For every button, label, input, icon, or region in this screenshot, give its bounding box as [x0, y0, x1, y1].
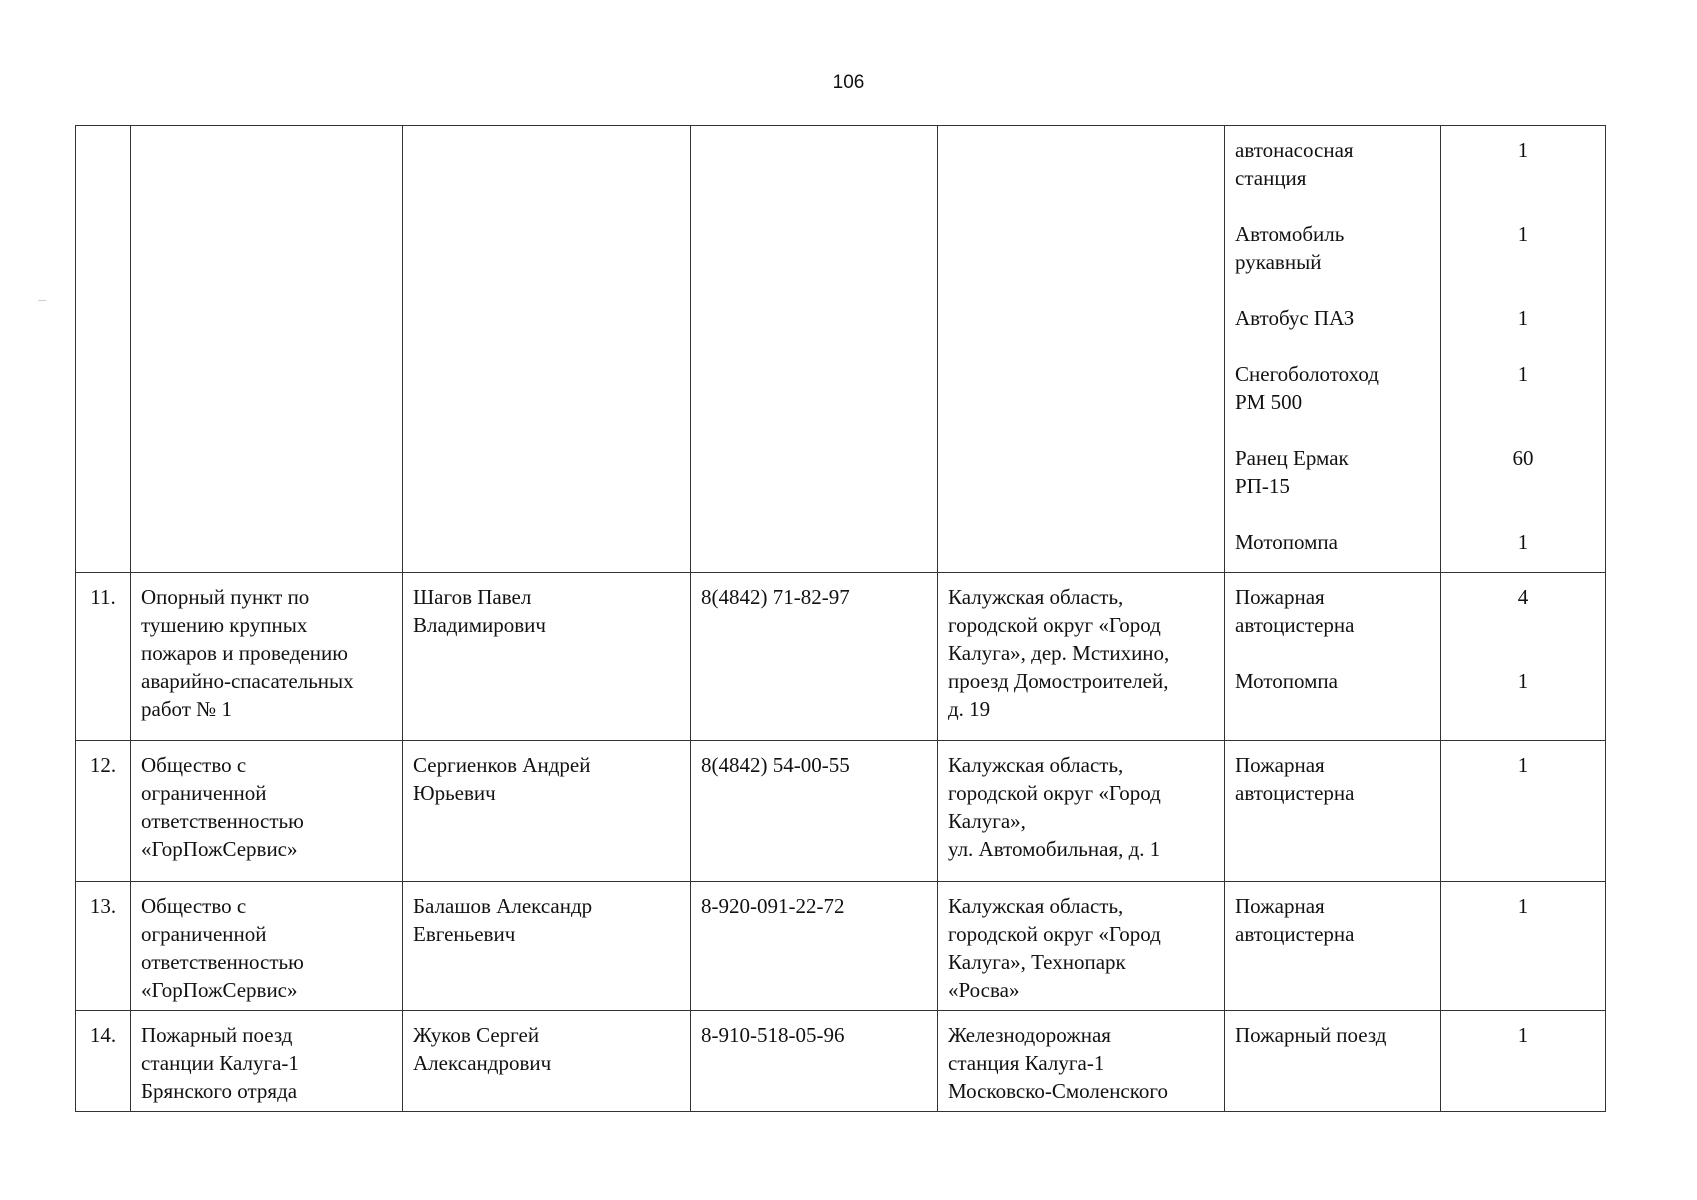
responsible-person-cell — [403, 126, 691, 573]
address-line: Калужская область, — [948, 753, 1124, 777]
row-number-cell — [76, 573, 131, 741]
equipment-quantity: 1 — [1517, 894, 1529, 918]
equipment-quantity: 1 — [1517, 530, 1529, 554]
organization-cell — [131, 741, 403, 882]
organization-name-line: ответственностью — [141, 809, 304, 833]
responsible-person-line: Жуков Сергей — [413, 1023, 540, 1047]
row-number-cell — [76, 126, 131, 573]
table-row — [76, 741, 1606, 882]
address-line: Калуга», — [948, 809, 1026, 833]
address-cell — [938, 573, 1225, 741]
phone-cell — [691, 1011, 938, 1112]
equipment-quantity: 1 — [1517, 362, 1529, 386]
quantity-cell — [1441, 1011, 1606, 1112]
address-cell — [938, 882, 1225, 1011]
table-row — [76, 1011, 1606, 1112]
responsible-person-line: Александрович — [413, 1051, 552, 1075]
organization-name-line: Брянского отряда — [141, 1079, 298, 1103]
equipment-name-line: станция — [1235, 166, 1307, 190]
address-cell — [938, 741, 1225, 882]
responsible-person-line: Шагов Павел — [413, 585, 532, 609]
equipment-item — [1235, 751, 1430, 807]
equipment-name-line: Снегоболотоход — [1235, 362, 1379, 386]
organization-name-line: ограниченной — [141, 922, 267, 946]
organization-name-line: «ГорПожСервис» — [141, 837, 298, 861]
equipment-name-line: Автобус ПАЗ — [1235, 306, 1355, 330]
phone-number: 8-920-091-22-72 — [701, 894, 845, 918]
organization-name-line: пожаров и проведению — [141, 641, 348, 665]
equipment-item — [1235, 304, 1430, 332]
phone-cell — [691, 741, 938, 882]
organization-name-line: Общество с — [141, 753, 247, 777]
organization-cell — [131, 882, 403, 1011]
equipment-item — [1235, 136, 1430, 192]
address-line: проезд Домостроителей, — [948, 669, 1169, 693]
responsible-person-cell — [403, 741, 691, 882]
equipment-name-line: Ранец Ермак — [1235, 446, 1349, 470]
equipment-cell — [1225, 741, 1441, 882]
equipment-quantity: 60 — [1512, 446, 1534, 470]
organization-name-line: тушению крупных — [141, 613, 308, 637]
table-body — [76, 126, 1606, 1112]
quantity-cell — [1441, 573, 1606, 741]
organization-name-line: станции Калуга-1 — [141, 1051, 299, 1075]
equipment-quantity: 1 — [1517, 669, 1529, 693]
address-line: Калужская область, — [948, 894, 1124, 918]
equipment-name-line: Пожарная — [1235, 753, 1325, 777]
equipment-name-line: Мотопомпа — [1235, 669, 1338, 693]
equipment-name-line: Пожарная — [1235, 585, 1325, 609]
organization-name-line: Общество с — [141, 894, 247, 918]
equipment-item — [1235, 528, 1430, 556]
equipment-item — [1235, 892, 1430, 948]
address-line: станция Калуга-1 — [948, 1051, 1105, 1075]
address-cell — [938, 1011, 1225, 1112]
organization-name-line: работ № 1 — [141, 697, 232, 721]
address-line: д. 19 — [948, 697, 991, 721]
equipment-name-line: РМ 500 — [1235, 390, 1303, 414]
row-number: 12. — [89, 753, 117, 777]
phone-cell — [691, 882, 938, 1011]
address-line: Московско-Смоленского — [948, 1079, 1168, 1103]
equipment-name-line: Мотопомпа — [1235, 530, 1338, 554]
address-line: Калуга», дер. Мстихино, — [948, 641, 1170, 665]
equipment-name-line: Пожарный поезд — [1235, 1023, 1387, 1047]
address-line: Калуга», Технопарк — [948, 950, 1126, 974]
address-line: городской округ «Город — [948, 613, 1161, 637]
responsible-person-cell — [403, 1011, 691, 1112]
address-line: городской округ «Город — [948, 781, 1161, 805]
equipment-name-line: автонасосная — [1235, 138, 1354, 162]
table-row — [76, 126, 1606, 573]
responsible-person-line: Юрьевич — [413, 781, 496, 805]
scan-mark — [38, 300, 46, 301]
organization-cell — [131, 1011, 403, 1112]
organization-name-line: ответственностью — [141, 950, 304, 974]
equipment-name-line: РП-15 — [1235, 474, 1290, 498]
table-row — [76, 573, 1606, 741]
equipment-quantity: 1 — [1517, 1023, 1529, 1047]
equipment-name-line: автоцистерна — [1235, 781, 1355, 805]
row-number-cell — [76, 1011, 131, 1112]
page-number: 106 — [832, 72, 865, 93]
equipment-item — [1235, 1021, 1430, 1049]
organization-name-line: Опорный пункт по — [141, 585, 310, 609]
equipment-quantity: 1 — [1517, 753, 1529, 777]
organization-name-line: аварийно-спасательных — [141, 669, 354, 693]
quantity-cell — [1441, 882, 1606, 1011]
equipment-name-line: рукавный — [1235, 250, 1322, 274]
phone-number: 8(4842) 71-82-97 — [701, 585, 850, 609]
address-line: городской округ «Город — [948, 922, 1161, 946]
equipment-name-line: автоцистерна — [1235, 922, 1355, 946]
table-row — [76, 882, 1606, 1011]
row-number: 11. — [90, 585, 116, 609]
row-number: 13. — [89, 894, 117, 918]
row-number: 14. — [89, 1023, 117, 1047]
equipment-item — [1235, 444, 1430, 500]
equipment-cell — [1225, 882, 1441, 1011]
address-line: Калужская область, — [948, 585, 1124, 609]
responsible-person-line: Евгеньевич — [413, 922, 516, 946]
equipment-name-line: Автомобиль — [1235, 222, 1345, 246]
equipment-name-line: Пожарная — [1235, 894, 1325, 918]
equipment-item — [1235, 667, 1430, 695]
address-line: Железнодорожная — [948, 1023, 1111, 1047]
quantity-cell — [1441, 741, 1606, 882]
responsible-person-line: Владимирович — [413, 613, 546, 637]
responsible-person-cell — [403, 573, 691, 741]
phone-cell — [691, 573, 938, 741]
organization-cell — [131, 573, 403, 741]
equipment-cell — [1225, 573, 1441, 741]
organization-name-line: ограниченной — [141, 781, 267, 805]
equipment-quantity: 4 — [1517, 585, 1529, 609]
equipment-quantity: 1 — [1517, 138, 1529, 162]
equipment-quantity: 1 — [1517, 222, 1529, 246]
equipment-cell — [1225, 126, 1441, 573]
responsible-person-line: Балашов Александр — [413, 894, 593, 918]
responsible-person-cell — [403, 882, 691, 1011]
address-line: ул. Автомобильная, д. 1 — [948, 837, 1161, 861]
organizations-table — [75, 125, 1606, 1112]
row-number-cell — [76, 882, 131, 1011]
address-line: «Росва» — [948, 978, 1020, 1002]
responsible-person-line: Сергиенков Андрей — [413, 753, 591, 777]
equipment-item — [1235, 360, 1430, 416]
organization-name-line: «ГорПожСервис» — [141, 978, 298, 1002]
equipment-name-line: автоцистерна — [1235, 613, 1355, 637]
row-number-cell — [76, 741, 131, 882]
organization-name-line: Пожарный поезд — [141, 1023, 293, 1047]
equipment-item — [1235, 583, 1430, 639]
organization-cell — [131, 126, 403, 573]
quantity-cell — [1441, 126, 1606, 573]
phone-cell — [691, 126, 938, 573]
phone-number: 8(4842) 54-00-55 — [701, 753, 850, 777]
phone-number: 8-910-518-05-96 — [701, 1023, 845, 1047]
equipment-quantity: 1 — [1517, 306, 1529, 330]
equipment-cell — [1225, 1011, 1441, 1112]
address-cell — [938, 126, 1225, 573]
equipment-item — [1235, 220, 1430, 276]
